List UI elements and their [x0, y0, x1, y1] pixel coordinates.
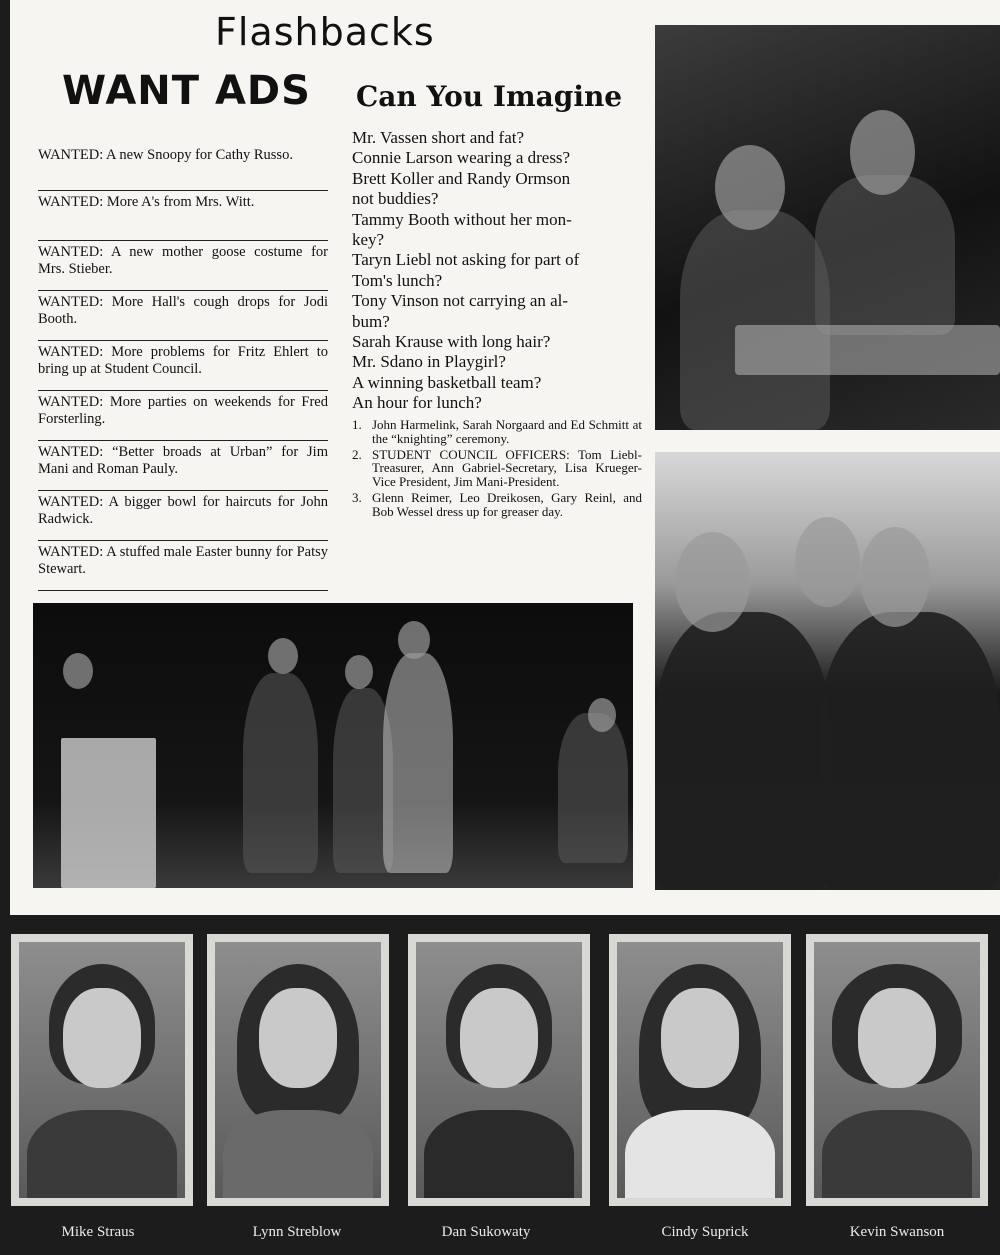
- caption-text: John Harmelink, Sarah Norgaard and Ed Schmitt at the “knighting” ceremony.: [372, 417, 642, 446]
- section-title: Flashbacks: [215, 10, 435, 54]
- imagine-line: Mr. Vassen short and fat?: [352, 128, 525, 147]
- portrait-name: Kevin Swanson: [849, 1224, 945, 1240]
- imagine-line: Brett Koller and Randy Ormson: [352, 168, 571, 188]
- portrait-body: [625, 1110, 775, 1198]
- portrait-photo: [814, 942, 980, 1198]
- want-ad: WANTED: A new mother goose costume for Mrs. Stieber.: [38, 242, 328, 291]
- caption-text: Glenn Reimer, Leo Dreikosen, Gary Reinl, and Bob Wessel dress up for greaser day.: [372, 489, 642, 519]
- figure-shape: [820, 612, 1000, 890]
- portrait-name: Cindy Suprick: [661, 1224, 749, 1240]
- photo-student-council: [33, 603, 633, 888]
- portrait-frame: [806, 934, 988, 1206]
- figure-head: [588, 698, 616, 732]
- want-ad: WANTED: A new Snoopy for Cathy Russo.: [38, 145, 328, 191]
- want-ad: WANTED: More Hall's cough drops for Jodi Booth.: [38, 292, 328, 341]
- imagine-line: bum?: [352, 311, 390, 331]
- portrait-face: [858, 988, 936, 1088]
- caption-number: 3.: [352, 489, 362, 505]
- caption-number: 1.: [352, 417, 362, 432]
- portrait-name: Lynn Streblow: [252, 1224, 342, 1240]
- want-ad: WANTED: “Better broads at Urban” for Jim Mani and Roman Pauly.: [38, 442, 328, 491]
- portrait-body: [424, 1110, 574, 1198]
- figure-shape: [558, 713, 628, 863]
- portrait-face: [63, 988, 141, 1088]
- caption-3: [352, 491, 642, 519]
- photo-captions: [352, 418, 642, 521]
- figure-head: [345, 655, 373, 689]
- imagine-line: Taryn Liebl not asking for part of: [352, 250, 580, 270]
- figure-head: [63, 653, 93, 689]
- portrait-name: Dan Sukowaty: [441, 1224, 531, 1240]
- caption-2: [352, 448, 642, 489]
- want-ads-list: [38, 145, 328, 592]
- portrait-body: [27, 1110, 177, 1198]
- portrait-photo: [19, 942, 185, 1198]
- want-ad: WANTED: A stuffed male Easter bunny for Patsy Stewart.: [38, 542, 328, 591]
- figure-shape: [243, 673, 318, 873]
- photo-greaser-day: [655, 452, 1000, 890]
- portrait-photo: [416, 942, 582, 1198]
- imagine-line: not buddies?: [352, 189, 439, 209]
- table-shape: [735, 325, 1000, 375]
- imagine-line: key?: [352, 230, 385, 250]
- imagine-line: Mr. Sdano in Playgirl?: [352, 352, 506, 372]
- portrait-body: [223, 1110, 373, 1198]
- imagine-line: A winning basketball team?: [352, 372, 542, 392]
- figure-head: [715, 145, 785, 230]
- figure-shape: [655, 612, 830, 890]
- imagine-list: [352, 128, 644, 414]
- figure-head: [675, 532, 750, 632]
- portrait-name: Mike Straus: [61, 1224, 135, 1240]
- portrait-photo: [617, 942, 783, 1198]
- portrait-frame: [11, 934, 193, 1206]
- figure-head: [850, 110, 915, 195]
- figure-head: [268, 638, 298, 674]
- figure-shape: [383, 653, 453, 873]
- podium-shape: [61, 738, 156, 888]
- figure-head: [398, 621, 430, 659]
- want-ad: WANTED: More problems for Fritz Ehlert to bring up at Student Council.: [38, 342, 328, 391]
- caption-1: [352, 418, 642, 446]
- portrait-photo: [215, 942, 381, 1198]
- photo-knighting-ceremony: [655, 25, 1000, 430]
- imagine-line: Sarah Krause with long hair?: [352, 332, 551, 352]
- portrait-frame: [408, 934, 590, 1206]
- want-ad: WANTED: A bigger bowl for haircuts for John Radwick.: [38, 492, 328, 541]
- want-ad: WANTED: More A's from Mrs. Witt.: [38, 192, 328, 241]
- imagine-line: Connie Larson wearing a dress?: [352, 148, 571, 168]
- want-ad: WANTED: More parties on weekends for Fred Forsterling.: [38, 392, 328, 441]
- caption-number: 2.: [352, 446, 362, 462]
- imagine-line: An hour for lunch?: [352, 393, 482, 413]
- figure-head: [795, 517, 860, 607]
- imagine-line: Tom's lunch?: [352, 270, 443, 290]
- figure-shape: [680, 210, 830, 430]
- portrait-face: [460, 988, 538, 1088]
- portrait-face: [259, 988, 337, 1088]
- portrait-face: [661, 988, 739, 1088]
- portrait-body: [822, 1110, 972, 1198]
- portrait-frame: [207, 934, 389, 1206]
- imagine-title: Can You Imagine: [356, 80, 623, 113]
- caption-text: STUDENT COUNCIL OFFICERS: Tom Liebl-Treasurer, Ann Gabriel-Secretary, Lisa Krueger-Vice President, Jim Mani-President.: [372, 446, 642, 490]
- portrait-frame: [609, 934, 791, 1206]
- figure-head: [860, 527, 930, 627]
- imagine-line: Tony Vinson not carrying an al-: [352, 291, 569, 311]
- want-ads-title: WANT ADS: [62, 68, 311, 114]
- figure-shape: [815, 175, 955, 335]
- imagine-line: Tammy Booth without her mon-: [352, 209, 572, 229]
